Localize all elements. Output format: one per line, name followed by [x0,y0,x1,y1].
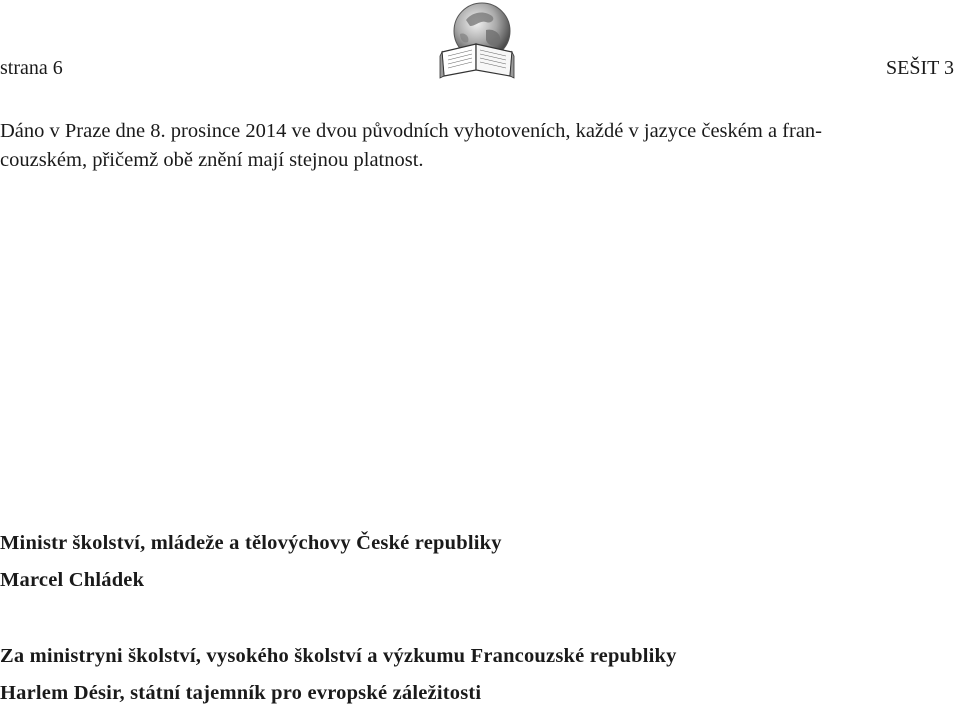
page-number: strana 6 [0,57,63,79]
signatory-title: Za ministryni školství, vysokého školství a výzkumu Francouzské republiky [0,645,677,667]
signatory-title: Ministr školství, mládeže a tělovýchovy České republiky [0,532,502,554]
paragraph-line: couzském, přičemž obě znění mají stejnou platnost. [0,149,424,171]
signatory-name: Harlem Désir, státní tajemník pro evropské záležitosti [0,682,482,704]
globe-open-book-icon [436,0,518,80]
signatory-name: Marcel Chládek [0,569,145,591]
volume-label: SEŠIT 3 [886,57,954,79]
closing-paragraph [0,117,956,175]
paragraph-line: Dáno v Praze dne 8. prosince 2014 ve dvou původních vyhotoveních, každé v jazyce českém a fran- [0,120,822,142]
